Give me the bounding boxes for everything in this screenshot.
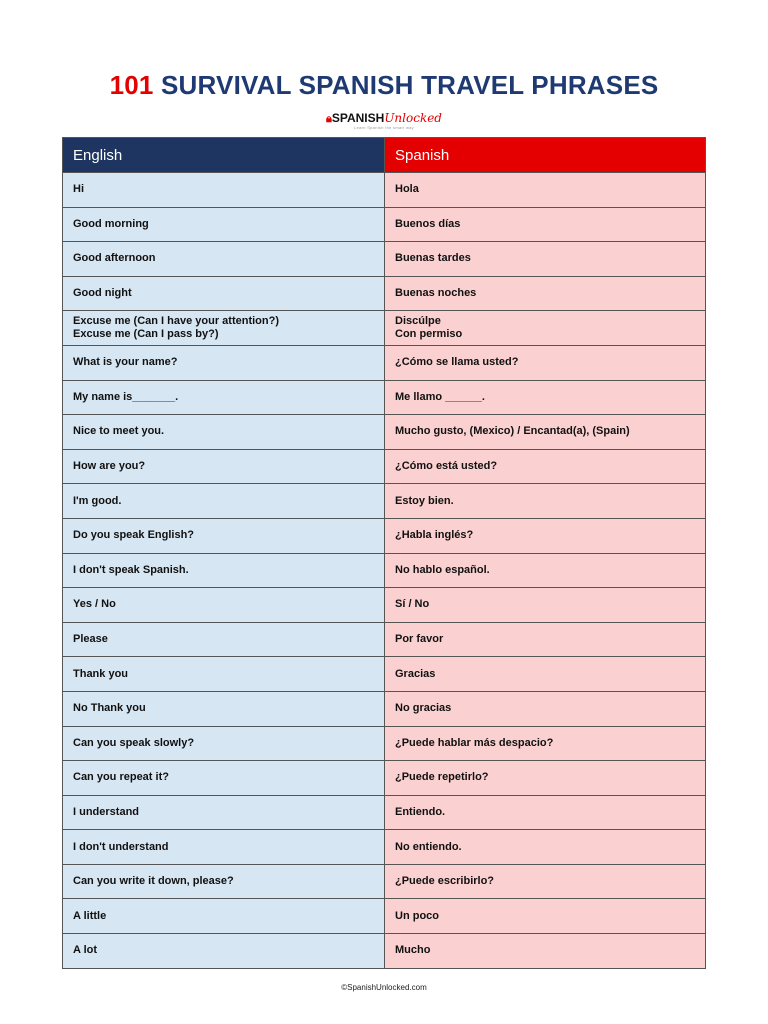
english-phrase-cell: What is your name? [63,345,385,380]
table-row [63,173,706,208]
table-row [63,449,706,484]
english-phrase-cell: Can you write it down, please? [63,864,385,899]
lock-icon: 🔒︎ [326,113,332,125]
logo [0,112,768,134]
table-row [63,484,706,519]
english-phrase-cell: Do you speak English? [63,518,385,553]
english-phrase-cell: I'm good. [63,484,385,519]
spanish-phrase-cell: Me llamo ______. [385,380,706,415]
spanish-phrase-cell: Mucho [385,934,706,969]
page-title [0,70,768,101]
spanish-phrase-cell: Entiendo. [385,795,706,830]
table-row [63,207,706,242]
spanish-phrase-cell: Buenas noches [385,276,706,311]
english-phrase-cell: How are you? [63,449,385,484]
table-row [63,657,706,692]
english-phrase-cell: Please [63,622,385,657]
table-row [63,553,706,588]
table-header-row [63,138,706,173]
spanish-phrase-cell: Buenas tardes [385,242,706,277]
table-row [63,864,706,899]
table-row [63,242,706,277]
logo-brand: SPANISH [331,111,385,125]
table-row [63,380,706,415]
spanish-phrase-cell: Discúlpe Con permiso [385,311,706,346]
spanish-phrase-cell: ¿Puede escribirlo? [385,864,706,899]
spanish-phrase-cell: ¿Puede repetirlo? [385,761,706,796]
english-phrase-cell: Good morning [63,207,385,242]
english-phrase-cell: My name is_______. [63,380,385,415]
english-phrase-cell: I don't speak Spanish. [63,553,385,588]
spanish-phrase-cell: ¿Cómo se llama usted? [385,345,706,380]
table-row [63,345,706,380]
spanish-phrase-cell: Sí / No [385,588,706,623]
spanish-phrase-cell: ¿Puede hablar más despacio? [385,726,706,761]
spanish-phrase-cell: Hola [385,173,706,208]
english-phrase-cell: Can you repeat it? [63,761,385,796]
spanish-phrase-cell: Gracias [385,657,706,692]
table-row [63,899,706,934]
spanish-phrase-cell: Un poco [385,899,706,934]
title-number: 101 [109,70,154,100]
table-row [63,518,706,553]
spanish-column-header: Spanish [385,138,706,173]
english-phrase-cell: Hi [63,173,385,208]
english-phrase-cell: A little [63,899,385,934]
table-row [63,311,706,346]
footer-copyright: ©SpanishUnlocked.com [341,983,427,992]
english-phrase-cell: Yes / No [63,588,385,623]
table-row [63,588,706,623]
table-row [63,726,706,761]
english-phrase-cell: A lot [63,934,385,969]
english-phrase-cell: Can you speak slowly? [63,726,385,761]
english-column-header: English [63,138,385,173]
table-row [63,830,706,865]
english-phrase-cell: I understand [63,795,385,830]
table-row [63,795,706,830]
spanish-phrase-cell: ¿Cómo está usted? [385,449,706,484]
spanish-phrase-cell: Buenos días [385,207,706,242]
spanish-phrase-cell: Estoy bien. [385,484,706,519]
english-phrase-cell: No Thank you [63,691,385,726]
spanish-phrase-cell: No gracias [385,691,706,726]
logo-script: Unlocked [384,111,442,125]
english-phrase-cell: Nice to meet you. [63,415,385,450]
table-row [63,415,706,450]
spanish-phrase-cell: Por favor [385,622,706,657]
table-row [63,761,706,796]
english-phrase-cell: I don't understand [63,830,385,865]
spanish-phrase-cell: No hablo español. [385,553,706,588]
english-phrase-cell: Good afternoon [63,242,385,277]
title-text: SURVIVAL SPANISH TRAVEL PHRASES [161,70,659,100]
table-row [63,276,706,311]
english-phrase-cell: Good night [63,276,385,311]
table-row [63,622,706,657]
english-phrase-cell: Excuse me (Can I have your attention?) Excuse me (Can I pass by?) [63,311,385,346]
logo-tagline: Learn Spanish the smart way [354,125,414,130]
table-row [63,934,706,969]
english-phrase-cell: Thank you [63,657,385,692]
spanish-phrase-cell: No entiendo. [385,830,706,865]
spanish-phrase-cell: ¿Habla inglés? [385,518,706,553]
spanish-phrase-cell: Mucho gusto, (Mexico) / Encantad(a), (Spain) [385,415,706,450]
phrases-table [62,137,706,969]
table-row [63,691,706,726]
